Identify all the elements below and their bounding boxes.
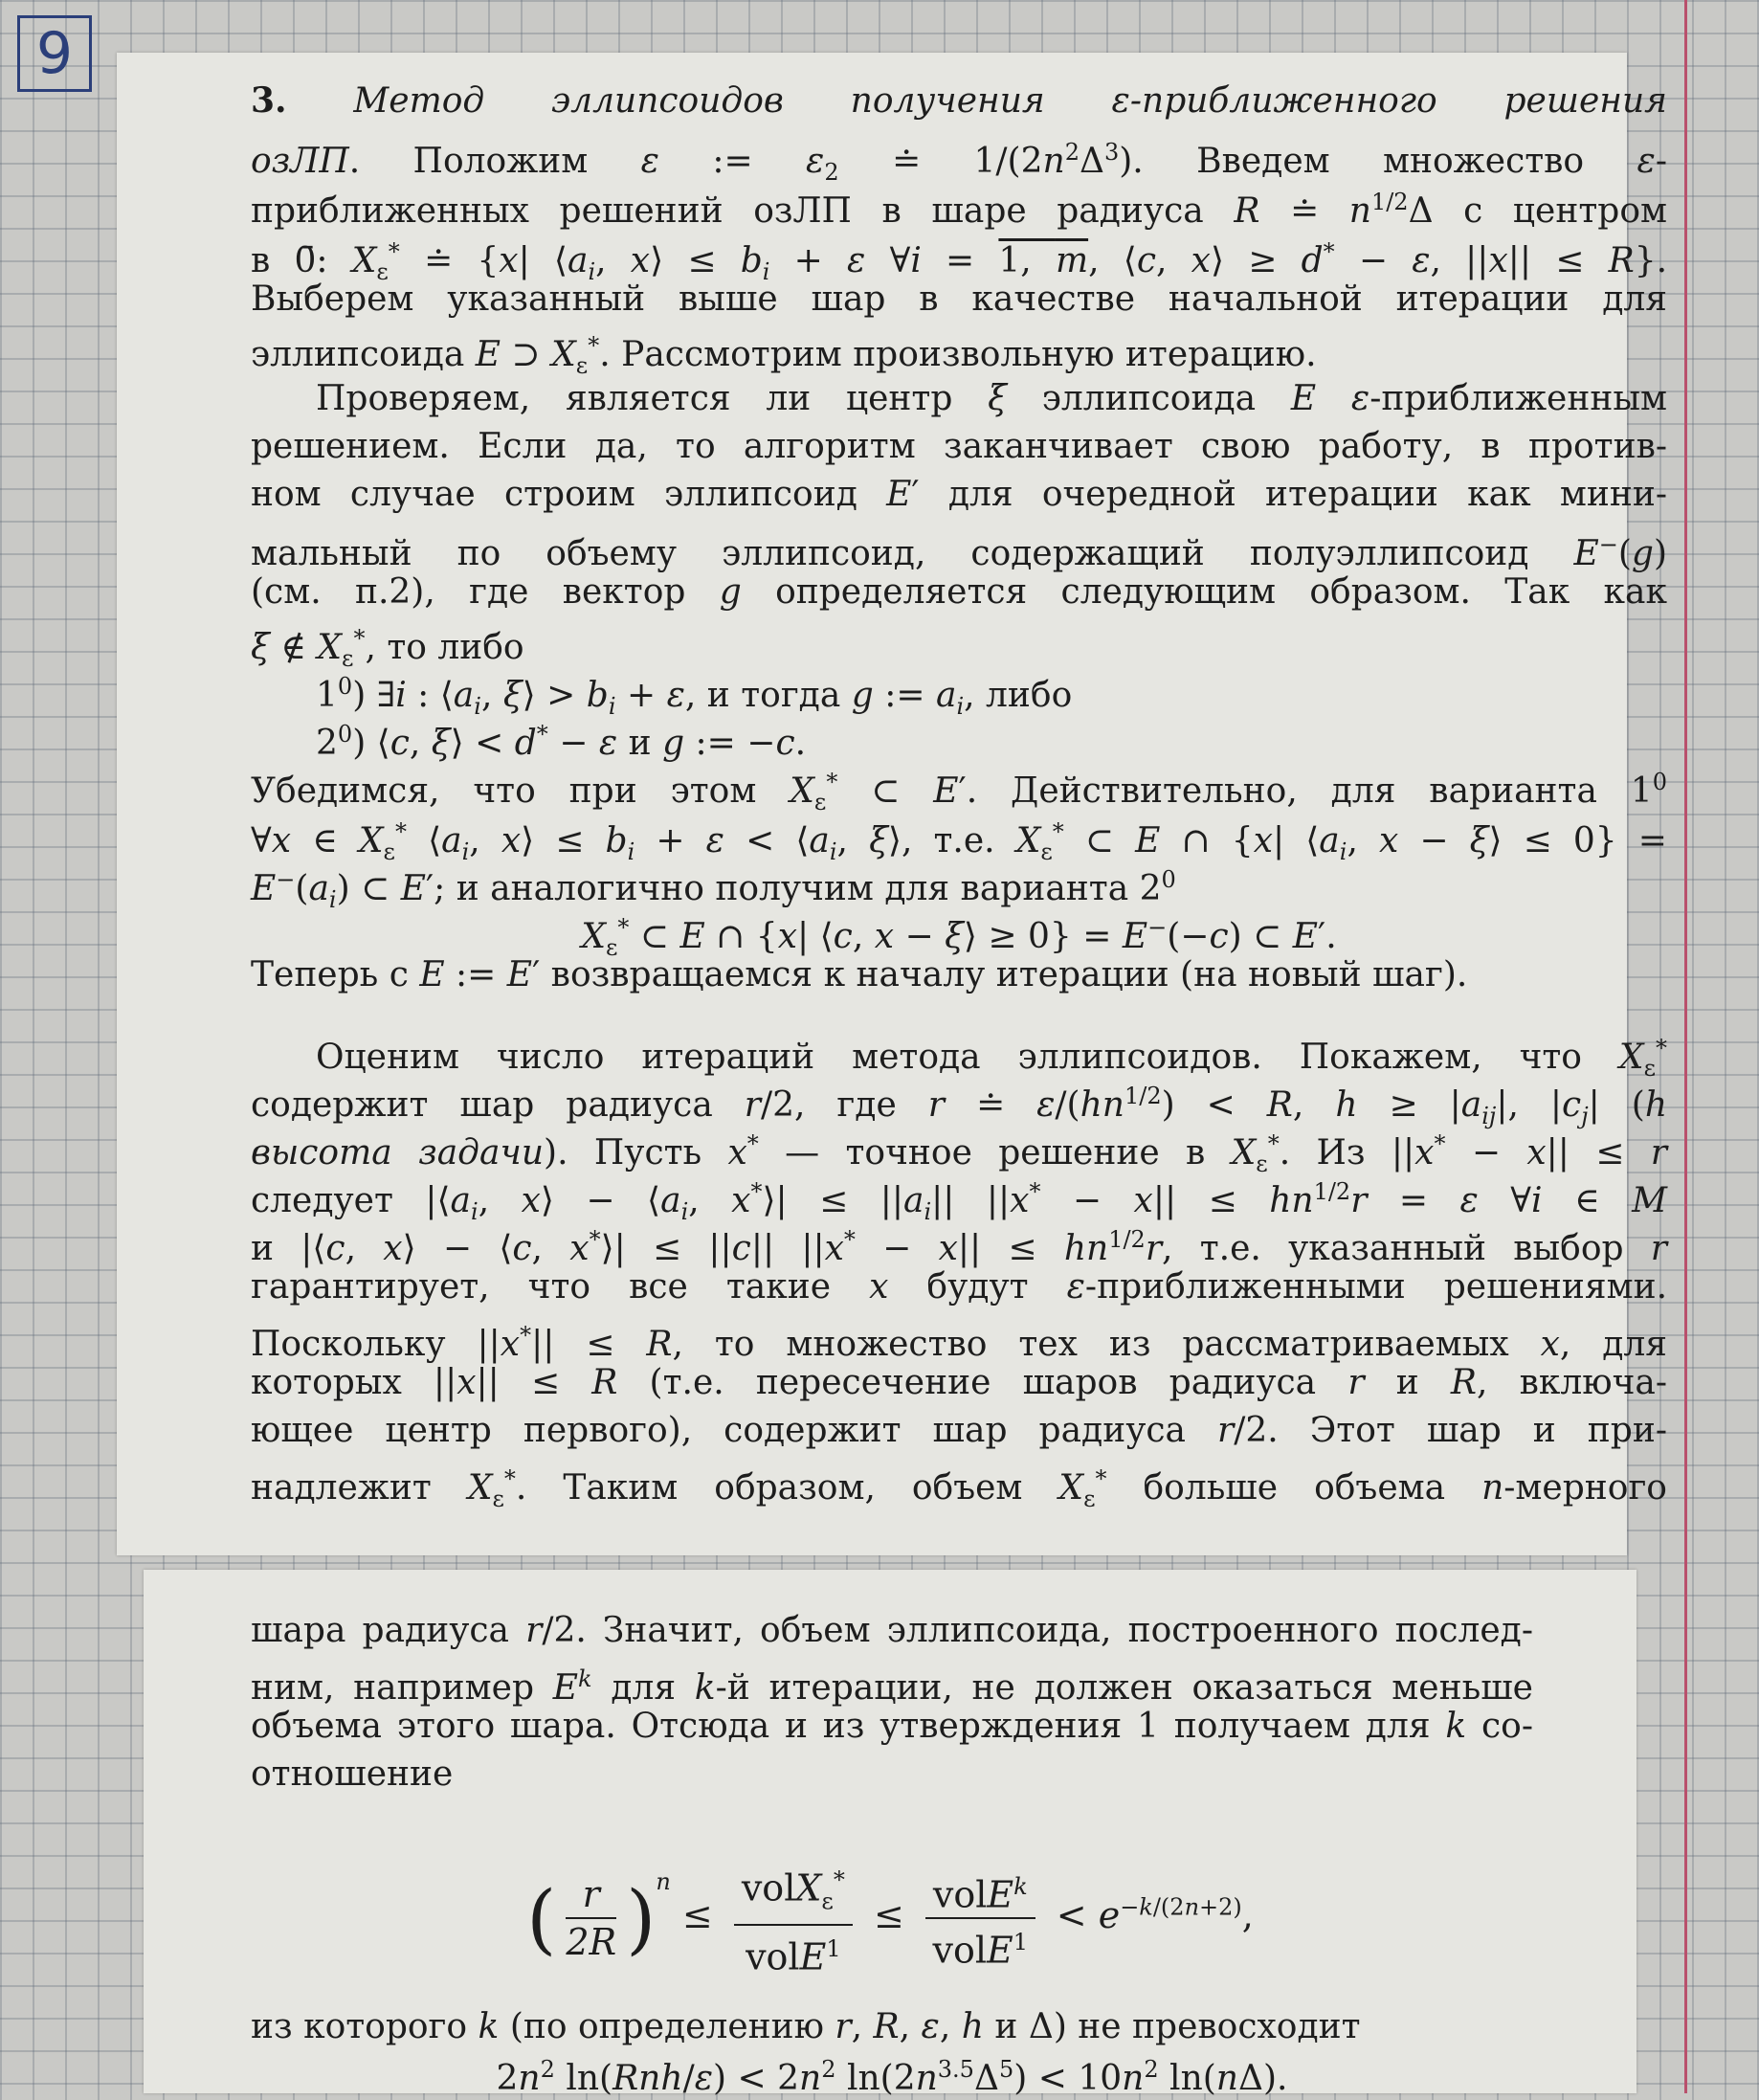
text-line: надлежит $X_\varepsilon^*$. Таким образом, объем $X_\varepsilon^*$ больше объема n-мерного	[251, 1465, 1667, 1513]
text-line: решением. Если да, то алгоритм заканчивает свою работу, в против-	[251, 427, 1667, 466]
text-line: 3. Метод эллипсоидов получения ε-приближенного решения	[251, 80, 1667, 121]
fraction-numerator: r	[566, 1871, 616, 1919]
fraction-denominator: 2R	[566, 1921, 617, 1964]
text-line: Убедимся, что при этом $X_\varepsilon^*$ ⊂ E′. Действительно, для варианта $1^0$	[251, 769, 1667, 816]
text-line: высота задачи). Пусть x* — точное решение в $X_\varepsilon^*$. Из ||x* − x|| ≤ r	[251, 1130, 1668, 1178]
text-line: ним, например $E^k$ для k-й итерации, не должен оказаться меньше	[251, 1665, 1533, 1708]
text-line: ξ ∉ $X_\varepsilon^*$, то либо	[251, 625, 524, 673]
text-line: приближенных решений озЛП в шаре радиуса R ≐ $n^{1/2}\Delta$ с центром	[251, 189, 1667, 231]
pasted-sheet-2	[144, 1570, 1637, 2098]
operator: ≤	[873, 1893, 904, 1936]
text-line: $E^-(a_i)$ ⊂ E′; и аналогично получим для варианта $2^0$	[251, 866, 1176, 914]
formula-tail: < $e^{-k/(2n+2)}$,	[1056, 1893, 1254, 1936]
fraction-r-2r	[566, 1871, 616, 1965]
pasted-sheet-1	[117, 53, 1668, 1555]
text-line: содержит шар радиуса r/2, где r ≐ $\varepsilon/(hn^{1/2}) < R$, $h \ge |a_{ij}|$, $|c_j|$ (h	[251, 1083, 1667, 1130]
fraction-vol-x	[734, 1857, 853, 1980]
fraction-denominator: volE$^1$	[932, 1929, 1029, 1973]
text-line: Поскольку ||x*|| ≤ R, то множество тех из рассматриваемых x, для	[251, 1322, 1667, 1364]
text-line: мальный по объему эллипсоид, содержащий полуэллипсоид E−(g)	[251, 531, 1667, 573]
text-line: из которого k (по определению r, R, ε, h и Δ) не превосходит	[251, 2007, 1361, 2046]
text-line: ющее центр первого), содержит шар радиуса r/2. Этот шар и при-	[251, 1411, 1668, 1450]
power-exponent: n	[656, 1867, 671, 1895]
display-formula: $2n^2$ $\ln(Rnh/\varepsilon) < 2n^2$ $\ln(2n^{3.5}\Delta^5) < 10n^2$ ln(nΔ).	[496, 2056, 1288, 2098]
text-line: гарантирует, что все такие x будут ε-приближенными решениями.	[251, 1267, 1668, 1307]
text-line: Проверяем, является ли центр ξ эллипсоида E ε-приближенным	[316, 379, 1668, 418]
left-paren: (	[526, 1873, 557, 1963]
text-line: следует $|⟨a_i$, x⟩ − $⟨a_i$, x*⟩| ≤ $||a_i||$ $||x^* - x|| \le hn^{1/2}r = \varepsilon$ ∀i ∈ M	[251, 1178, 1667, 1226]
list-item: $1^0$) ∃i : $⟨a_i$, ξ⟩ > $b_i + \varepsilon$, и тогда g := $a_i$, либо	[316, 673, 1073, 721]
fraction-numerator: volX$_\varepsilon$*	[734, 1857, 853, 1926]
text-line: (см. п.2), где вектор g определяется следующим образом. Так как	[251, 572, 1667, 612]
fraction-denominator: volE$^1$	[746, 1935, 841, 1978]
list-item: $2^0$) ⟨c, ξ⟩ < d* − ε и g := −c.	[316, 721, 807, 763]
right-paren: )	[626, 1873, 657, 1963]
text-line: Выберем указанный выше шар в качестве начальной итерации для	[251, 279, 1667, 319]
volume-inequality-formula	[144, 1857, 1637, 1991]
fraction-numerator: volE$^k$	[925, 1864, 1035, 1920]
text-line: Оценим число итераций метода эллипсоидов. Покажем, что $X_\varepsilon^*$	[316, 1035, 1667, 1083]
text-line: и |⟨c, x⟩ − ⟨c, x*⟩| ≤ ||c|| $||x^* - x|| \le hn^{1/2}r$, т.е. указанный выбор r	[251, 1226, 1668, 1268]
notebook-margin-line	[1684, 0, 1687, 2093]
page-number: 9	[17, 15, 92, 92]
text-line: ∀x ∈ $X_\varepsilon^*$ $⟨a_i$, x⟩ ≤ $b_i + \varepsilon$ < $⟨a_i$, ξ⟩, т.е. $X_\varepsilon^*$ ⊂ E ∩ {x| $⟨a_i$, x − ξ⟩ ≤ 0} =	[251, 818, 1667, 866]
text-line: ном случае строим эллипсоид E′ для очередной итерации как мини-	[251, 475, 1667, 514]
text-line: Теперь с E := E′ возвращаемся к началу итерации (на новый шаг).	[251, 955, 1468, 994]
fraction-vol-e	[925, 1864, 1035, 1974]
text-line: в 0̄: $X_\varepsilon^*$ ≐ {x| $⟨a_i$, x⟩ ≤ $b_i + \varepsilon$ ∀i = 1, m, ⟨c, x⟩ ≥ d* − ε, ||x|| ≤ R}.	[251, 238, 1668, 286]
text-line: шара радиуса r/2. Значит, объем эллипсоида, построенного послед-	[251, 1611, 1533, 1650]
text-line: которых ||x|| ≤ R (т.е. пересечение шаров радиуса r и R, включа-	[251, 1363, 1668, 1402]
text-line: отношение	[251, 1754, 454, 1794]
text-line: озЛП. Положим ε := $\varepsilon_2$ ≐ $1/(2n^2\Delta^3)$. Введем множество ε-	[251, 139, 1667, 187]
operator: ≤	[681, 1893, 713, 1936]
text-line: эллипсоида E ⊃ $X_\varepsilon^*$. Рассмотрим произвольную итерацию.	[251, 332, 1317, 380]
display-formula: $X_\varepsilon^*$ ⊂ E ∩ {x| ⟨c, x − ξ⟩ ≥ 0} = E−(−c) ⊂ E′.	[581, 914, 1337, 962]
text-line: объема этого шара. Отсюда и из утверждения 1 получаем для k со-	[251, 1707, 1533, 1746]
